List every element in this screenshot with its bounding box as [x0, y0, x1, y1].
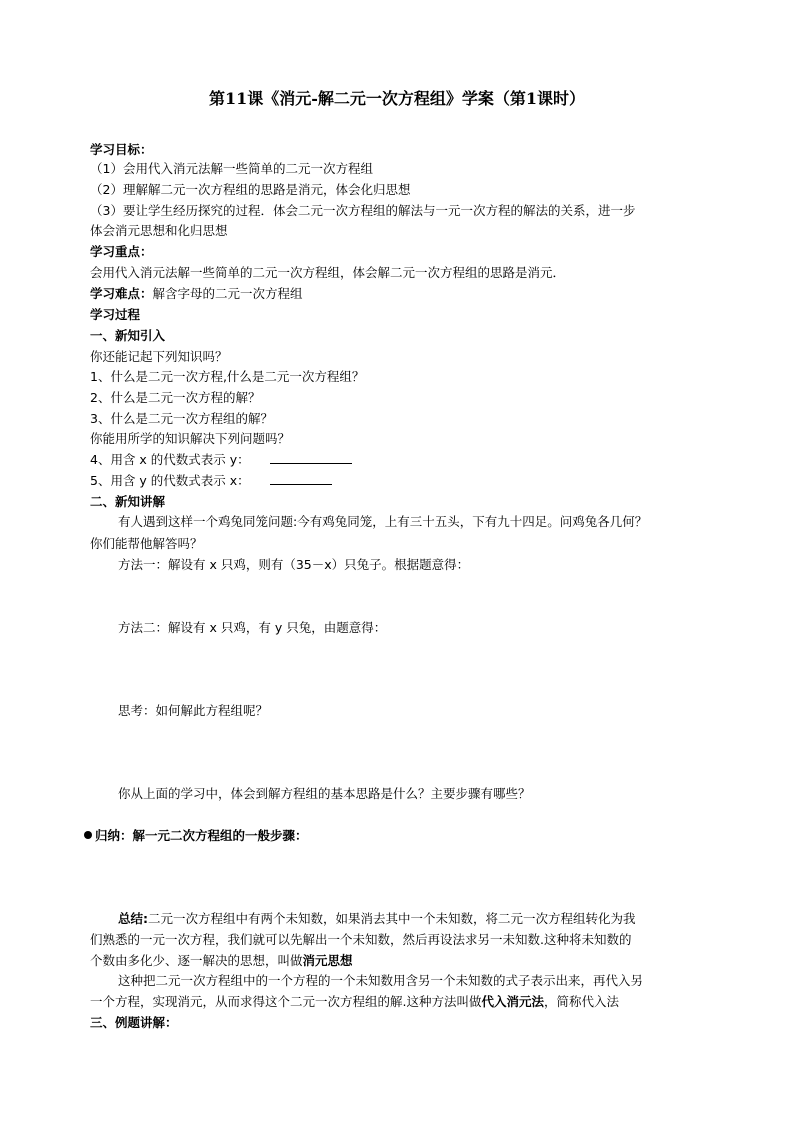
question-4: 4、用含 x 的代数式表示 y：	[90, 452, 250, 467]
substitution-text-c: ，简称代入法	[544, 994, 620, 1009]
bullet-icon	[84, 831, 92, 839]
substitution-text-a: 一个方程，实现消元，从而求得这个二元一次方程组的解.这种方法叫做	[90, 994, 482, 1009]
conclusion-text-3: 个数由多化少、逐一解决的思想，叫做	[90, 953, 303, 968]
question-3: 3、什么是二元一次方程组的解？	[90, 411, 273, 426]
difficulty-text: 解含字母的二元一次方程组	[152, 286, 303, 301]
goal-item: （1）会用代入消元法解一些简单的二元一次方程组	[90, 161, 373, 176]
section1-intro2: 你能用所学的知识解决下列问题吗？	[90, 431, 291, 446]
goal-item: （2）理解解二元一次方程组的思路是消元，体会化归思想	[90, 182, 411, 197]
section2-heading: 二、新知讲解	[90, 494, 166, 509]
question-2: 2、什么是二元一次方程的解？	[90, 390, 261, 405]
substitution-line-1: 这种把二元一次方程组中的一个方程的一个未知数用含另一个未知数的式子表示出来，再代入另	[118, 973, 644, 988]
key-points-heading: 学习重点：	[90, 244, 153, 259]
answer-blank-4[interactable]	[270, 451, 352, 464]
section1-heading: 一、新知引入	[90, 328, 166, 343]
section1-intro: 你还能记起下列知识吗？	[90, 349, 228, 364]
problem-line-2: 你们能帮他解答吗？	[90, 536, 203, 551]
question-5: 5、用含 y 的代数式表示 x：	[90, 473, 250, 488]
question-5-line	[90, 472, 332, 490]
page-title: 第11课《消元-解二元一次方程组》学案（第1课时）	[208, 89, 586, 108]
answer-blank-5[interactable]	[270, 472, 332, 485]
conclusion-text-1: 二元一次方程组中有两个未知数，如果消去其中一个未知数，将二元一次方程组转化为我	[148, 911, 636, 926]
section3-heading: 三、例题讲解：	[90, 1015, 178, 1030]
conclusion-line-2: 们熟悉的一元一次方程，我们就可以先解出一个未知数，然后再设法求另一未知数.这种将未知数的	[90, 932, 632, 947]
question-1: 1、什么是二元一次方程,什么是二元一次方程组？	[90, 369, 365, 384]
summary-heading: 归纳：解一元二次方程组的一般步骤：	[95, 828, 308, 843]
key-points-text: 会用代入消元法解一些简单的二元一次方程组，体会解二元一次方程组的思路是消元．	[90, 265, 566, 280]
goal-item: （3）要让学生经历探究的过程．体会二元一次方程组的解法与一元一次方程的解法的关系，进一步	[90, 203, 636, 218]
substitution-method: 代入消元法	[481, 994, 544, 1009]
difficulty-line	[90, 285, 303, 303]
think-prompt: 思考：如何解此方程组呢？	[118, 703, 269, 718]
difficulty-heading: 学习难点：	[90, 286, 153, 301]
goal-item: 体会消元思想和化归思想	[90, 223, 228, 238]
conclusion-line-1	[118, 910, 636, 928]
method-1: 方法一：解设有 x 只鸡，则有（35－x）只兔子。根据题意得：	[118, 557, 470, 572]
problem-line-1: 有人遇到这样一个鸡兔同笼问题:今有鸡兔同笼，上有三十五头，下有九十四足。问鸡兔各几何？	[118, 514, 648, 529]
elimination-idea: 消元思想	[302, 953, 353, 968]
reflect-prompt: 你从上面的学习中，体会到解方程组的基本思路是什么？主要步骤有哪些？	[118, 786, 531, 801]
process-heading: 学习过程	[90, 307, 141, 322]
question-4-line	[90, 451, 352, 469]
method-2: 方法二：解设有 x 只鸡，有 y 只兔，由题意得：	[118, 620, 387, 635]
substitution-line-2	[90, 993, 619, 1011]
conclusion-line-3	[90, 952, 353, 970]
goals-heading: 学习目标：	[90, 142, 153, 157]
conclusion-label: 总结:	[118, 911, 148, 926]
summary-heading-line	[84, 827, 308, 845]
